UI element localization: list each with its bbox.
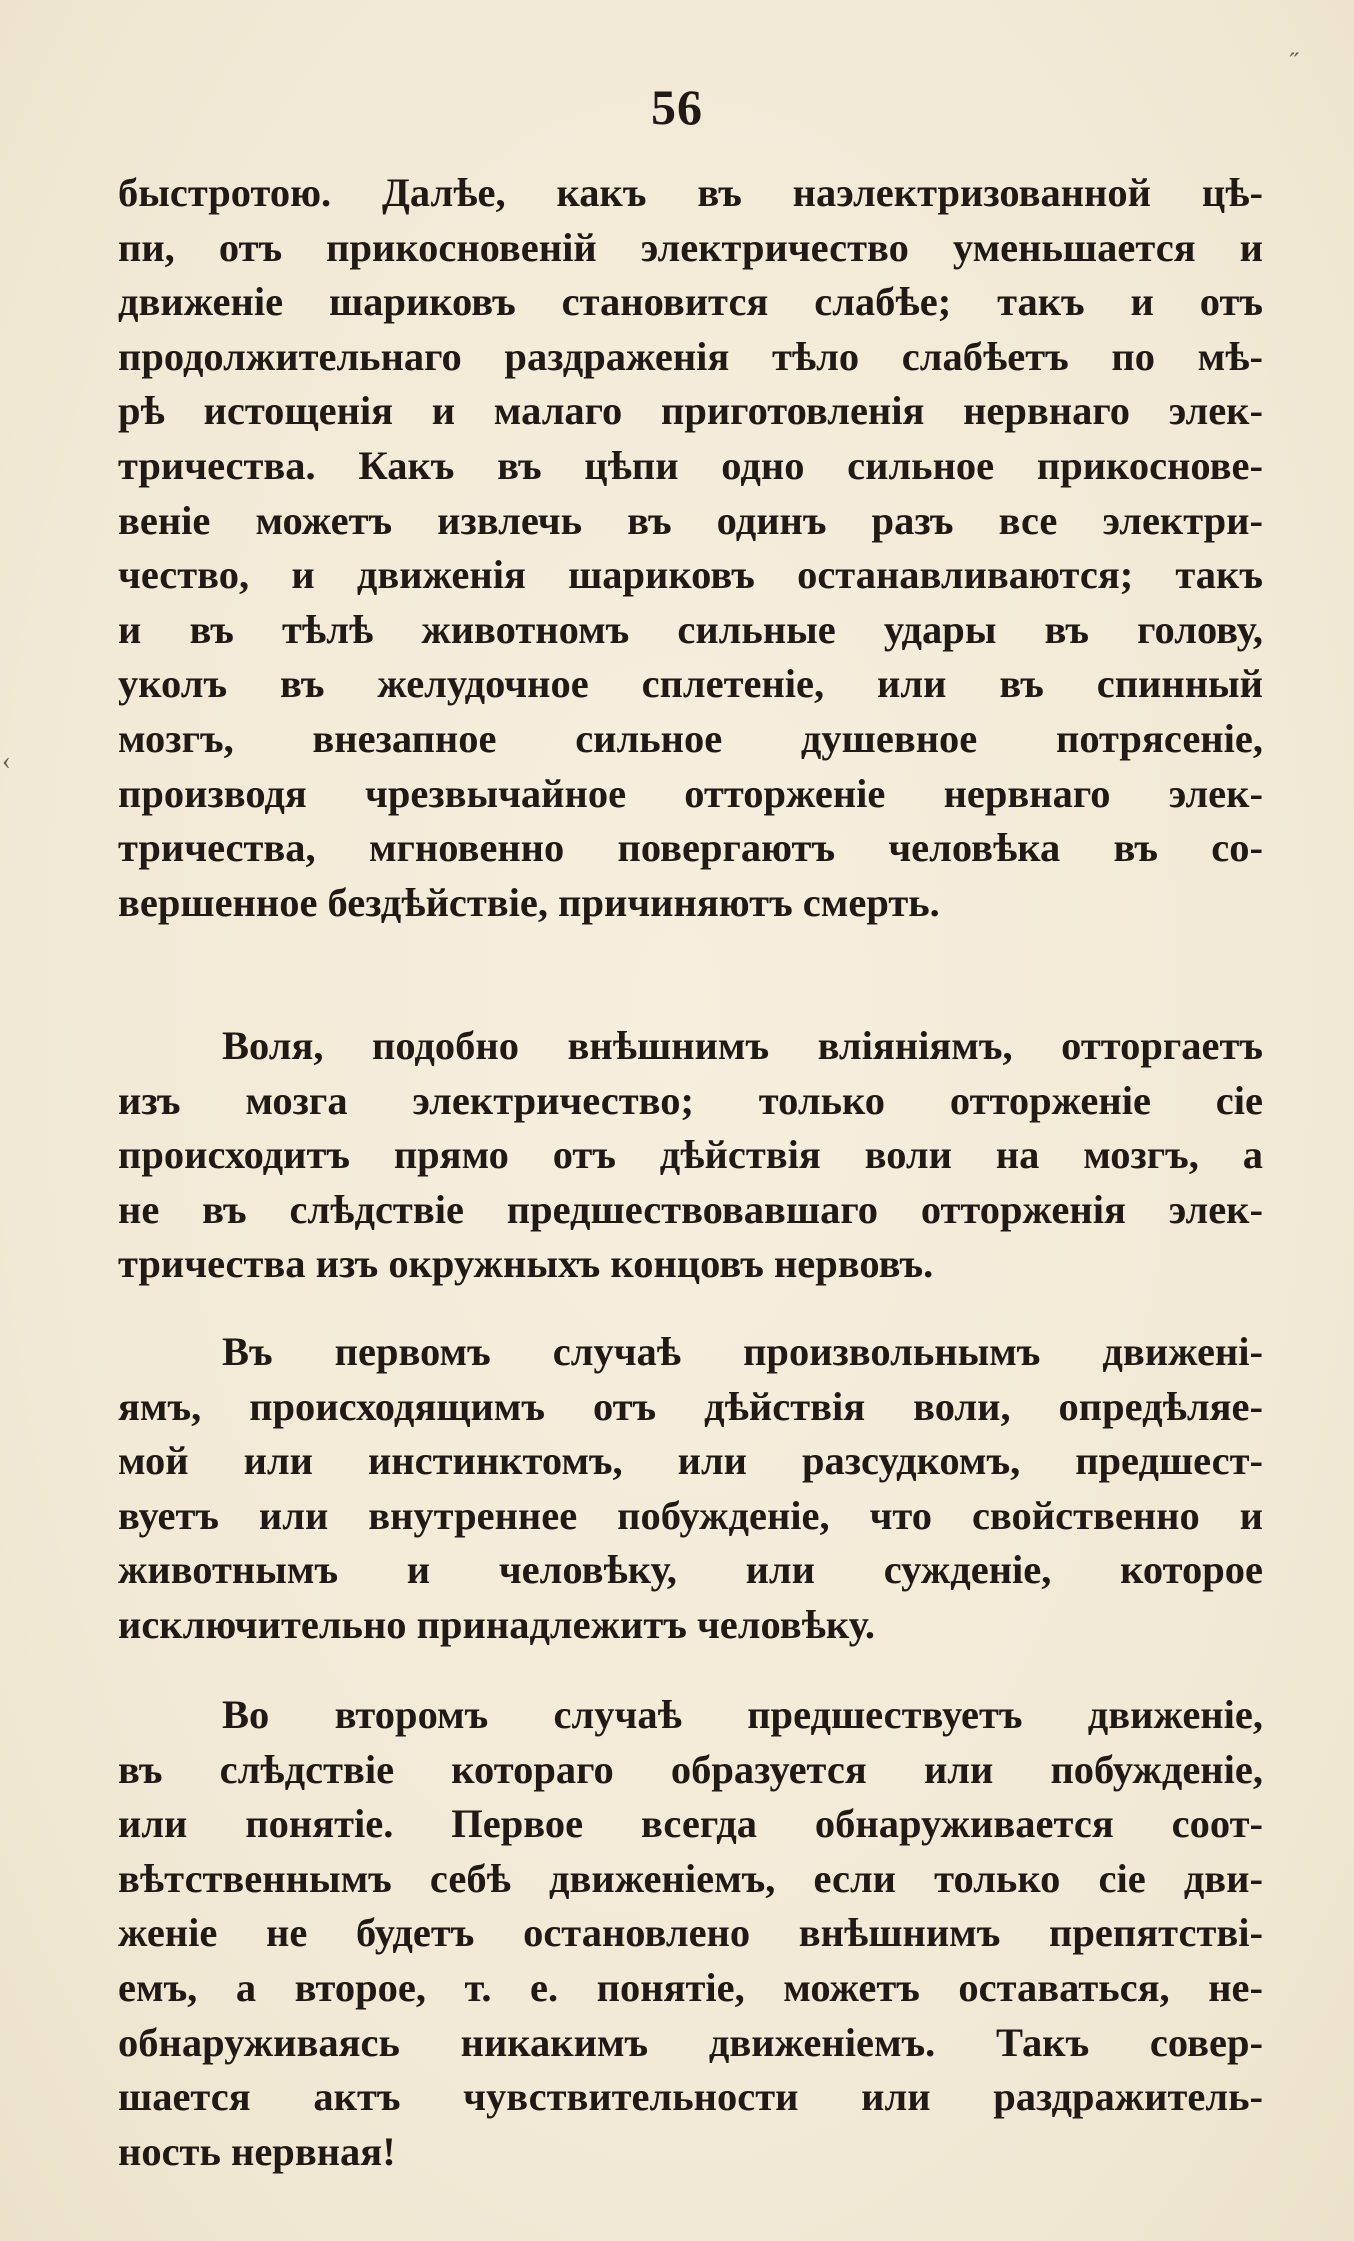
- text-line: движенiе шариковъ становится слабѣе; такъ и отъ: [118, 279, 1263, 325]
- text-line: Воля, подобно внѣшнимъ влiянiямъ, отторгаетъ: [222, 1023, 1263, 1068]
- text-line: изъ мозга электричество; только отторженiе сiе: [118, 1077, 1263, 1123]
- paragraph-4: [118, 1688, 1263, 2179]
- text-line: тричества изъ окружныхъ концовъ нервовъ.: [118, 1241, 934, 1287]
- text-line: въ слѣдствiе котораго образуется или побужденiе,: [118, 1746, 1263, 1792]
- text-line: Въ первомъ случаѣ произвольнымъ движенi-: [222, 1329, 1263, 1374]
- paragraph-3: [118, 1325, 1263, 1653]
- text-line: пи, отъ прикосновенiй электричество уменьшается и: [118, 224, 1263, 270]
- text-line: мой или инстинктомъ, или разсудкомъ, предшест-: [118, 1438, 1263, 1484]
- text-line: Во второмъ случаѣ предшествуетъ движенiе,: [222, 1692, 1263, 1737]
- text-line: ность нервная!: [118, 2128, 396, 2174]
- text-line: уколъ въ желудочное сплетенiе, или въ спинный: [118, 661, 1263, 707]
- text-line: рѣ истощенiя и малаго приготовленiя нервнаго элек-: [118, 388, 1263, 434]
- text-line: ямъ, происходящимъ отъ дѣйствiя воли, опредѣляе-: [118, 1383, 1263, 1429]
- text-line: и въ тѣлѣ животномъ сильные удары въ голову,: [118, 606, 1263, 652]
- text-line: тричества. Какъ въ цѣпи одно сильное прикоснове-: [118, 442, 1263, 488]
- text-line: или понятiе. Первое всегда обнаруживается соот-: [118, 1801, 1263, 1847]
- text-line: исключительно принадлежитъ человѣку.: [118, 1601, 876, 1647]
- text-line: продолжительнаго раздраженiя тѣло слабѣетъ по мѣ-: [118, 333, 1263, 379]
- text-line: чество, и движенiя шариковъ останавливаются; такъ: [118, 552, 1263, 598]
- text-line: женiе не будетъ остановлено внѣшнимъ препятствi-: [118, 1910, 1263, 1956]
- ink-speck: ‹: [2, 746, 11, 775]
- paragraph-1: [118, 166, 1263, 930]
- text-line: не въ слѣдствiе предшествовавшаго отторженiя элек-: [118, 1186, 1263, 1232]
- text-line: тричества, мгновенно повергаютъ человѣка въ со-: [118, 825, 1263, 871]
- text-line: животнымъ и человѣку, или сужденiе, которое: [118, 1547, 1263, 1593]
- page-number: 56: [651, 79, 703, 135]
- text-line: венiе можетъ извлечь въ одинъ разъ все электри-: [118, 497, 1263, 543]
- text-line: мозгъ, внезапное сильное душевное потрясенiе,: [118, 715, 1263, 761]
- ink-speck: ˶: [1290, 36, 1299, 65]
- text-line: обнаруживаясь никакимъ движенiемъ. Такъ совер-: [118, 2019, 1263, 2065]
- text-line: емъ, а второе, т. е. понятiе, можетъ оставаться, не-: [118, 1964, 1263, 2010]
- text-line: шается актъ чувствительности или раздражитель-: [118, 2074, 1263, 2120]
- paragraph-2: [118, 1019, 1263, 1292]
- text-line: производя чрезвычайное отторженiе нервнаго элек-: [118, 770, 1263, 816]
- text-line: вѣтственнымъ себѣ движенiемъ, если только сiе дви-: [118, 1855, 1263, 1901]
- text-line: происходитъ прямо отъ дѣйствiя воли на мозгъ, а: [118, 1132, 1263, 1178]
- text-line: быстротою. Далѣе, какъ въ наэлектризованной цѣ-: [118, 170, 1263, 215]
- text-line: вуетъ или внутреннее побужденiе, что свойственно и: [118, 1492, 1263, 1538]
- text-line: вершенное бездѣйствiе, причиняютъ смерть.: [118, 879, 940, 925]
